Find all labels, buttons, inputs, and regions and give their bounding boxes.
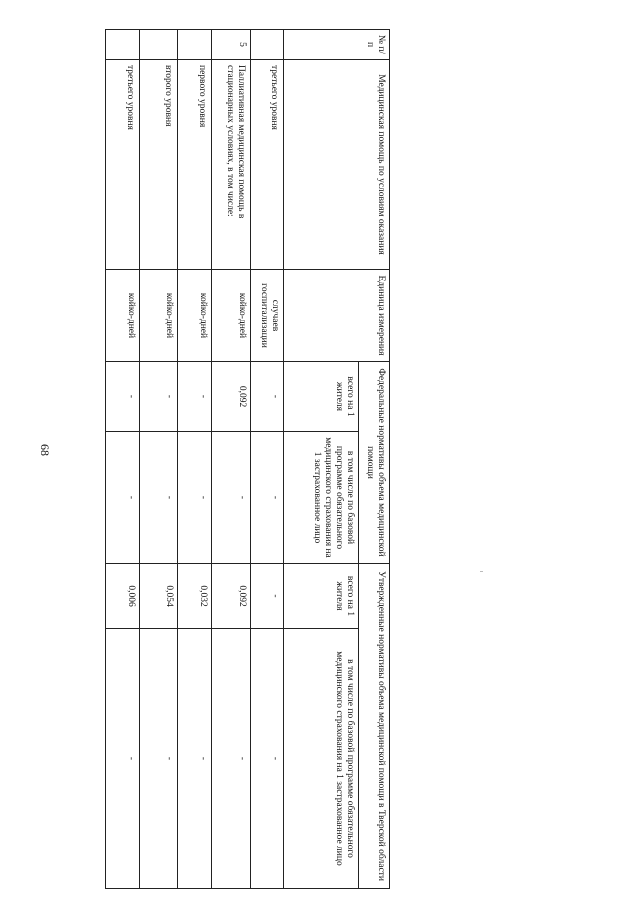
row-approved-oms: - — [164, 756, 174, 761]
row-approved-total: 0,054 — [164, 585, 174, 607]
row-approved-oms: - — [198, 756, 208, 761]
row-federal-oms: - — [198, 495, 208, 500]
row-approved-oms: - — [126, 756, 136, 761]
rotated-table — [105, 29, 390, 889]
row-approved-total: 0,032 — [198, 585, 208, 607]
row-number: 5 — [237, 42, 247, 47]
subheader-approved-per-insured: в том числе по базовой программе обязательного медицинского страхования на 1 застрахованное лицо — [334, 651, 355, 866]
row-approved-total: - — [270, 594, 280, 598]
row-condition: первого уровня — [197, 65, 207, 128]
header-unit: Единица измерения — [376, 275, 386, 356]
row-number — [140, 30, 177, 59]
row-condition: Паллиативная медицинская помощь в стационарных условиях, в том числе: — [225, 65, 246, 219]
header-conditions: Медицинская помощь по условиям оказания — [376, 74, 386, 255]
row-unit: койко-дней — [164, 292, 174, 339]
row-federal-total: - — [126, 394, 136, 399]
table-border-top — [389, 29, 390, 889]
row-condition: третьего уровня — [125, 65, 135, 130]
row-approved-total: 0,006 — [126, 585, 136, 607]
row-condition: третьего уровня — [269, 65, 279, 130]
row-number — [106, 30, 139, 59]
row-federal-total: - — [198, 394, 208, 399]
subheader-federal-per-resident: всего на 1 жителя — [334, 376, 355, 417]
row-federal-oms: - — [237, 495, 247, 500]
row-number — [178, 30, 211, 59]
row-approved-oms: - — [237, 756, 247, 761]
row-federal-total: - — [164, 394, 174, 399]
header-approved: Утвержденные нормативы объема медицинской помощи в Тверской области — [376, 571, 386, 881]
row-approved-oms: - — [270, 756, 280, 761]
header-federal: Федеральные нормативы объема медицинской помощи — [365, 368, 386, 557]
row-condition: второго уровня — [163, 65, 173, 127]
row-approved-total: 0,092 — [237, 585, 247, 607]
row-number — [251, 30, 283, 59]
row-unit: койко-дней — [237, 292, 247, 339]
subheader-approved-per-resident: всего на 1 жителя — [334, 575, 355, 617]
table-border-right — [105, 888, 390, 889]
row-federal-oms: - — [126, 495, 136, 500]
page-number: 68 — [38, 444, 52, 456]
row-unit: койко-дней — [198, 292, 208, 339]
row-unit: случаев госпитализации — [259, 283, 280, 348]
row-federal-total: - — [270, 394, 280, 399]
header-num: № п/п — [365, 34, 386, 55]
row-federal-total: 0,092 — [237, 385, 247, 408]
subheader-federal-per-insured: в том числе по базовой программе обязательного медицинского страхования на 1 застрахованное лицо — [312, 437, 355, 558]
row-unit: койко-дней — [126, 292, 136, 339]
row-federal-oms: - — [164, 495, 174, 500]
row-federal-oms: - — [270, 495, 280, 500]
scan-speck — [480, 571, 483, 572]
